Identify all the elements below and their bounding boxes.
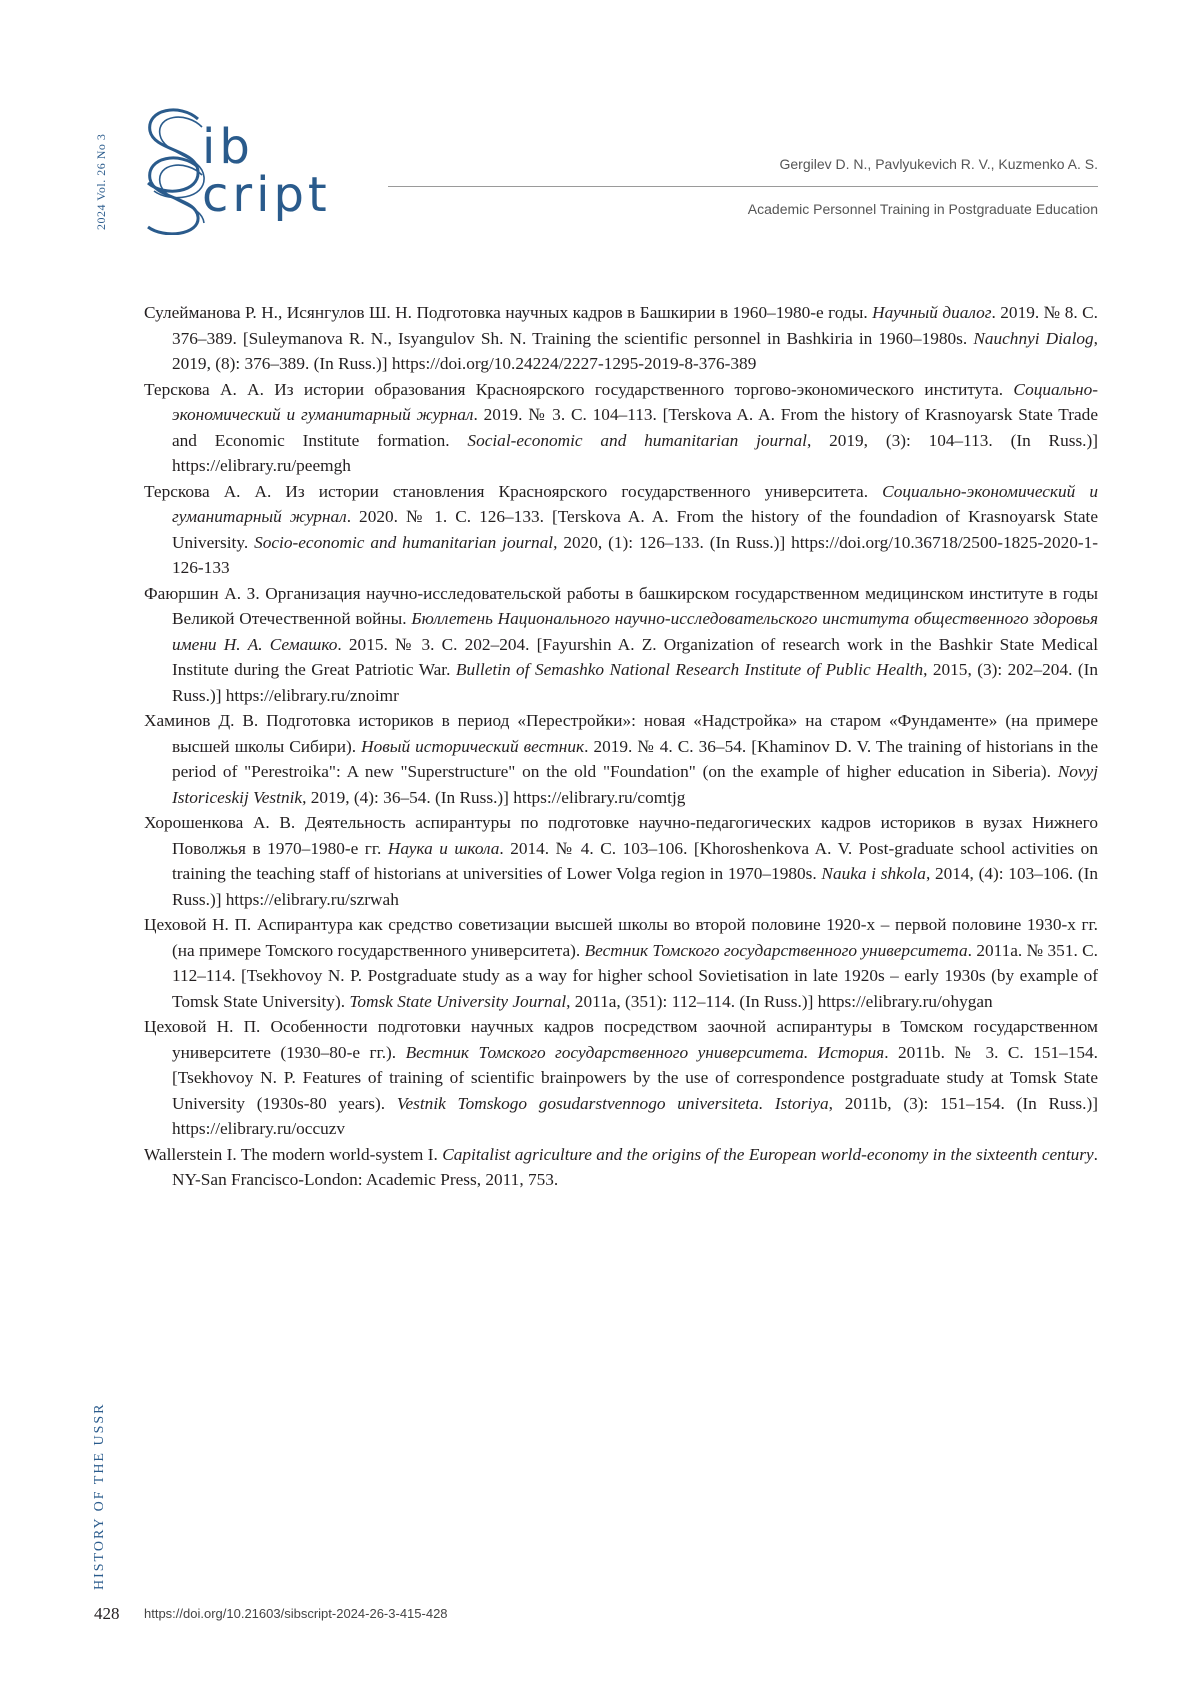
running-head-authors: Gergilev D. N., Pavlyukevich R. V., Kuzmenko A. S.: [780, 156, 1099, 172]
footer-doi-link[interactable]: https://doi.org/10.21603/sibscript-2024-26-3-415-428: [144, 1606, 448, 1621]
reference-item: Wallerstein I. The modern world-system I. Capitalist agriculture and the origins of the European world-economy in the sixteenth century. NY-San Francisco-London: Academic Press, 2011, 753.: [144, 1142, 1098, 1193]
reference-item: Хаминов Д. В. Подготовка историков в период «Перестройки»: новая «Надстройка» на старом «Фундаменте» (на примере высшей школы Сибири). Новый исторический вестник. 2019. № 4. С. 36–54. [Khaminov D. V. The training of historians in the period of "Perestroika": A new "Superstructure" on the old "Foundation" (on the example of higher education in Siberia). Novyj Istoriceskij Vestnik, 2019, (4): 36–54. (In Russ.)] https://elibrary.ru/comtjg: [144, 708, 1098, 810]
header-divider: [388, 186, 1098, 187]
reference-list: [144, 300, 1098, 1193]
reference-item: Терскова А. А. Из истории становления Красноярского государственного университета. Социально-экономический и гуманитарный журнал. 2020. № 1. С. 126–133. [Terskova A. A. From the history of the foundadion of Krasnoyarsk State University. Socio-economic and humanitarian journal, 2020, (1): 126–133. (In Russ.)] https://doi.org/10.36718/2500-1825-2020-1-126-133: [144, 479, 1098, 581]
reference-item: Цеховой Н. П. Особенности подготовки научных кадров посредством заочной аспирантуры в Томском государственном университете (1930–80-е гг.). Вестник Томского государственного университета. История. 2011b. № 3. С. 151–154. [Tsekhovoy N. P. Features of training of scientific brainpowers by the use of correspondence postgraduate study at Tomsk State University (1930s-80 years). Vestnik Tomskogo gosudarstvennogo universiteta. Istoriya, 2011b, (3): 151–154. (In Russ.)] https://elibrary.ru/occuzv: [144, 1014, 1098, 1142]
logo-text-cript: cript: [202, 171, 331, 219]
section-label: HISTORY OF THE USSR: [92, 1360, 114, 1590]
reference-item: Сулейманова Р. Н., Исянгулов Ш. Н. Подготовка научных кадров в Башкирии в 1960–1980-е годы. Научный диалог. 2019. № 8. С. 376–389. [Suleymanova R. N., Isyangulov Sh. N. Training the scientific personnel in Bashkiria in 1960–1980s. Nauchnyi Dialog, 2019, (8): 376–389. (In Russ.)] https://doi.org/10.24224/2227-1295-2019-8-376-389: [144, 300, 1098, 377]
sibscript-logo: [140, 105, 370, 245]
reference-item: Терскова А. А. Из истории образования Красноярского государственного торгово-экономического института. Социально-экономический и гуманитарный журнал. 2019. № 3. С. 104–113. [Terskova A. A. From the history of Krasnoyarsk State Trade and Economic Institute formation. Social-economic and humanitarian journal, 2019, (3): 104–113. (In Russ.)] https://elibrary.ru/peemgh: [144, 377, 1098, 479]
reference-item: Хорошенкова А. В. Деятельность аспирантуры по подготовке научно-педагогических кадров историков в вузах Нижнего Поволжья в 1970–1980-е гг. Наука и школа. 2014. № 4. С. 103–106. [Khoroshenkova A. V. Post-graduate school activities on training the teaching staff of historians at universities of Lower Volga region in 1970–1980s. Nauka i shkola, 2014, (4): 103–106. (In Russ.)] https://elibrary.ru/szrwah: [144, 810, 1098, 912]
logo-text-ib: ib: [202, 123, 254, 171]
reference-item: Фаюршин А. З. Организация научно-исследовательской работы в башкирском государственном медицинском институте в годы Великой Отечественной войны. Бюллетень Национального научно-исследовательского института общественного здоровья имени Н. А. Семашко. 2015. № 3. С. 202–204. [Fayurshin A. Z. Organization of research work in the Bashkir State Medical Institute during the Great Patriotic War. Bulletin of Semashko National Research Institute of Public Health, 2015, (3): 202–204. (In Russ.)] https://elibrary.ru/znoimr: [144, 581, 1098, 709]
running-head-title: Academic Personnel Training in Postgraduate Education: [748, 201, 1098, 217]
reference-item: Цеховой Н. П. Аспирантура как средство советизации высшей школы во второй половине 1920-х – первой половине 1930-х гг. (на примере Томского государственного университета). Вестник Томского государственного университета. 2011a. № 351. С. 112–114. [Tsekhovoy N. P. Postgraduate study as a way for higher school Sovietisation in late 1920s – early 1930s (by example of Tomsk State University). Tomsk State University Journal, 2011a, (351): 112–114. (In Russ.)] https://elibrary.ru/ohygan: [144, 912, 1098, 1014]
page-number: 428: [94, 1604, 120, 1624]
journal-volume-label: 2024 Vol. 26 No 3: [94, 110, 116, 230]
